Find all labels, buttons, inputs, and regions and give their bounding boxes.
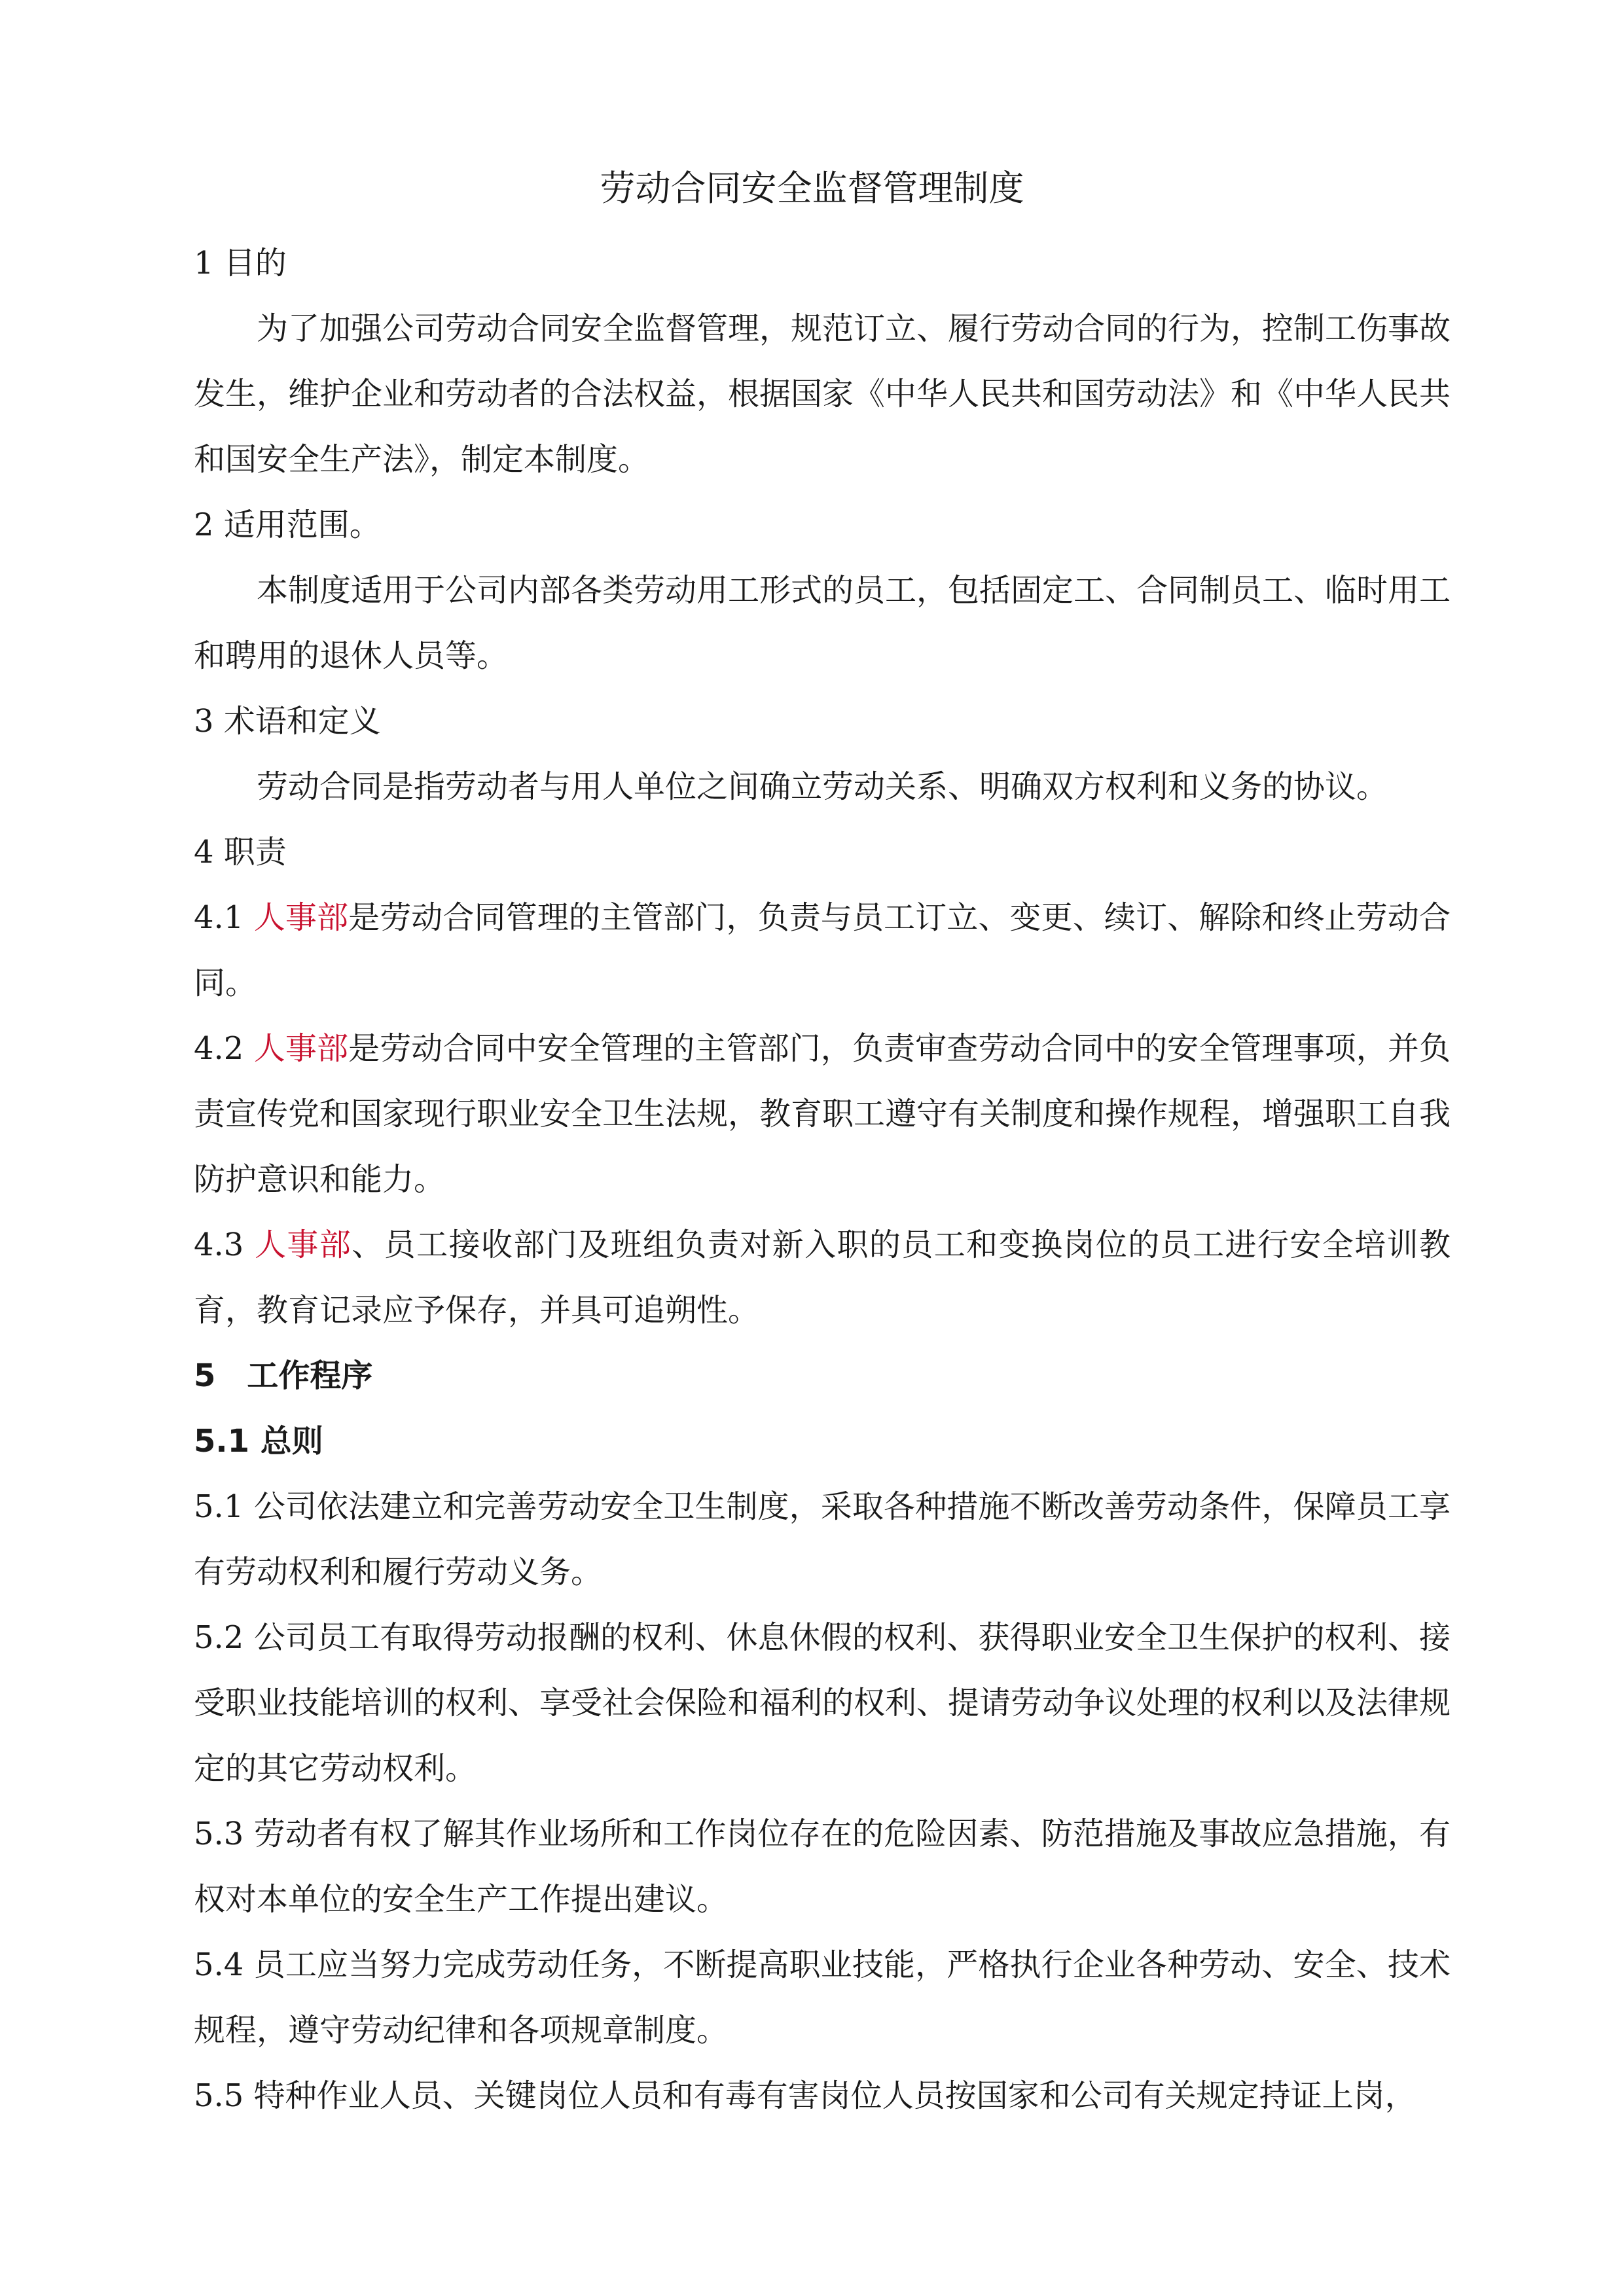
section-3-body: 劳动合同是指劳动者与用人单位之间确立劳动关系、明确双方权利和义务的协议。 [257, 768, 1388, 805]
clause-number: 4.2 [194, 1030, 254, 1067]
clause-5-2: 5.2 公司员工有取得劳动报酬的权利、休息休假的权利、获得职业安全卫生保护的权利、接受职业技能培训的权利、享受社会保险和福利的权利、提请劳动争议处理的权利以及法律规定的其它劳动权利。 [194, 1619, 1451, 1787]
department-highlight: 人事部 [253, 899, 349, 936]
document-body [194, 230, 1451, 2128]
clause-4-3 [194, 1212, 1451, 1343]
clause-text: 是劳动合同管理的主管部门，负责与员工订立、变更、续订、解除和终止劳动合同。 [194, 899, 1451, 1001]
clause-4-2 [194, 1016, 1451, 1212]
clause-5-4: 5.4 员工应当努力完成劳动任务，不断提高职业技能，严格执行企业各种劳动、安全、技术规程，遵守劳动纪律和各项规章制度。 [194, 1946, 1451, 2049]
clause-number: 4.1 [194, 899, 254, 936]
department-highlight: 人事部 [255, 1227, 352, 1263]
section-2-body: 本制度适用于公司内部各类劳动用工形式的员工，包括固定工、合同制员工、临时用工和聘用的退休人员等。 [194, 572, 1451, 674]
clause-5-5: 5.5 特种作业人员、关键岗位人员和有毒有害岗位人员按国家和公司有关规定持证上岗， [194, 2077, 1416, 2114]
clause-text: 是劳动合同中安全管理的主管部门，负责审查劳动合同中的安全管理事项，并负责宣传党和国家现行职业安全卫生法规，教育职工遵守有关制度和操作规程，增强职工自我防护意识和能力。 [194, 1030, 1451, 1198]
section-2-heading: 2 适用范围。 [194, 507, 381, 543]
clause-text: 、员工接收部门及班组负责对新入职的员工和变换岗位的员工进行安全培训教育，教育记录应予保存，并具可追朔性。 [194, 1227, 1451, 1329]
clause-5-3: 5.3 劳动者有权了解其作业场所和工作岗位存在的危险因素、防范措施及事故应急措施，有权对本单位的安全生产工作提出建议。 [194, 1816, 1451, 1918]
section-5-1-subheading: 5.1 总则 [194, 1423, 323, 1460]
department-highlight: 人事部 [253, 1030, 349, 1067]
section-3-heading: 3 术语和定义 [194, 703, 381, 740]
section-1-heading: 1 目的 [194, 245, 287, 281]
section-5-heading: 5 工作程序 [194, 1357, 373, 1394]
clause-5-1: 5.1 公司依法建立和完善劳动安全卫生制度，采取各种措施不断改善劳动条件，保障员工享有劳动权利和履行劳动义务。 [194, 1488, 1451, 1590]
section-1-body: 为了加强公司劳动合同安全监督管理，规范订立、履行劳动合同的行为，控制工伤事故发生，维护企业和劳动者的合法权益，根据国家《中华人民共和国劳动法》和《中华人民共和国安全生产法》，制定本制度。 [194, 310, 1451, 478]
clause-4-1 [194, 885, 1451, 1016]
section-4-heading: 4 职责 [194, 834, 287, 870]
document-title: 劳动合同安全监督管理制度 [600, 168, 1024, 209]
clause-number: 4.3 [194, 1227, 255, 1263]
